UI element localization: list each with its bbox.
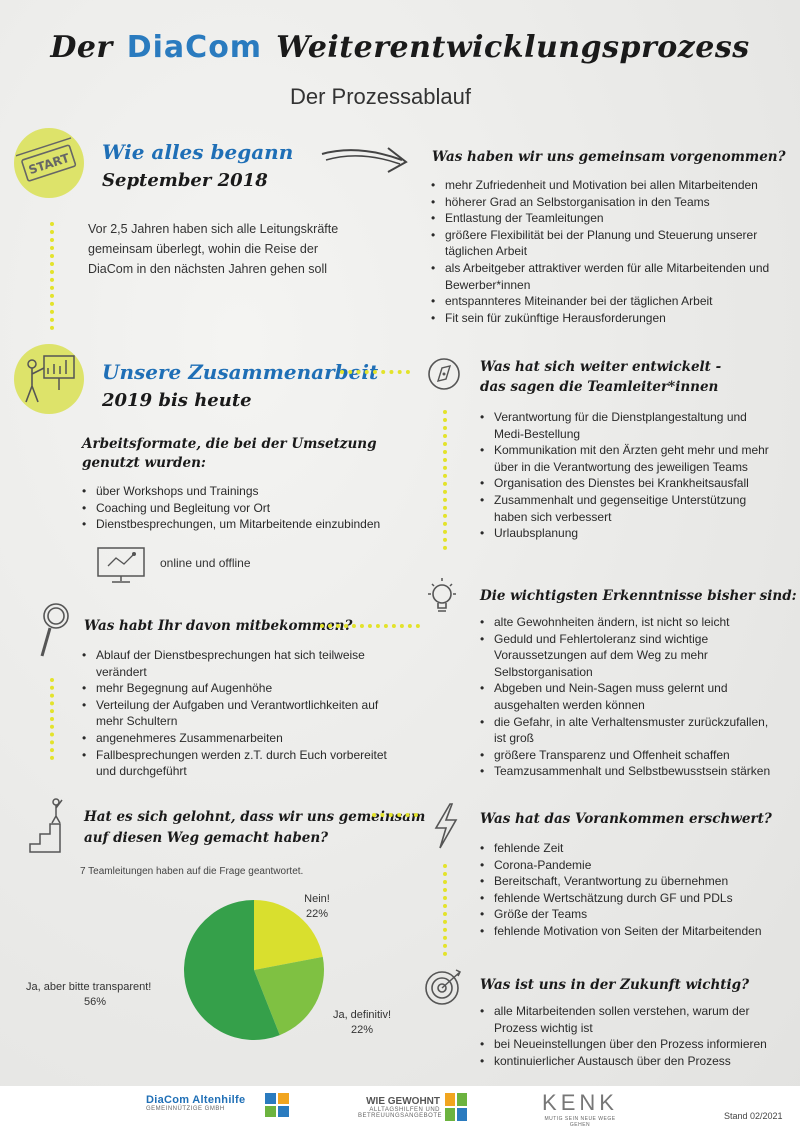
future-heading: Was ist uns in der Zukunft wichtig? xyxy=(480,977,750,993)
online-label: online und offline xyxy=(160,556,251,570)
title-brand: DiaCom xyxy=(126,30,263,65)
list-item: • mehr Zufriedenheit und Motivation bei allen Mitarbeitenden xyxy=(431,177,781,194)
pie-label-transparent-name: Ja, aber bitte transparent! xyxy=(26,981,152,993)
connector-dots xyxy=(340,370,410,374)
pie-label-definitiv-value: 22% xyxy=(350,1024,374,1036)
lightbulb-icon xyxy=(422,574,462,620)
list-item: • Verantwortung für die Dienstplangestaltung und Medi-Bestellung xyxy=(480,409,780,442)
connector-dots xyxy=(372,813,418,817)
list-item: • Verteilung der Aufgaben und Verantwortlichkeiten auf mehr Schultern xyxy=(82,697,392,730)
diacom-logo-icon xyxy=(264,1092,290,1118)
worth-heading-1: Hat es sich gelohnt, dass wir uns gemeinsam xyxy=(84,809,426,825)
list-item: • Fallbesprechungen werden z.T. durch Euch vorbereitet und durchgeführt xyxy=(82,747,392,780)
list-item: • mehr Begegnung auf Augenhöhe xyxy=(82,680,392,697)
stairs-icon xyxy=(26,794,72,856)
list-item: • Dienstbesprechungen, um Mitarbeitende einzubinden xyxy=(82,516,402,533)
future-list xyxy=(480,1003,780,1069)
list-item: • größere Transparenz und Offenheit schaffen xyxy=(480,747,780,764)
list-item: • entspannteres Miteinander bei der täglichen Arbeit xyxy=(431,293,781,310)
list-item: • Kommunikation mit den Ärzten geht mehr und mehr über in die Verantwortung des jeweiligen Teams xyxy=(480,442,780,475)
list-item: • Ablauf der Dienstbesprechungen hat sich teilweise verändert xyxy=(82,647,392,680)
timeline-dots xyxy=(50,678,54,760)
list-item: • Organisation des Dienstes bei Krankheitsausfall xyxy=(480,475,780,492)
page-title xyxy=(0,30,800,65)
list-item: • Corona-Pandemie xyxy=(480,857,780,874)
stand-date: Stand 02/2021 xyxy=(724,1111,783,1121)
logo-kenk-sub: MUTIG SEIN NEUE WEGE GEHEN xyxy=(544,1116,616,1128)
list-item: • die Gefahr, in alte Verhaltensmuster zurückzufallen, ist groß xyxy=(480,714,780,747)
lightning-icon xyxy=(428,800,462,852)
developed-list xyxy=(480,409,780,542)
logo-diacom-name: DiaCom Altenhilfe xyxy=(146,1094,246,1106)
developed-heading-2: das sagen die Teamleiter*innen xyxy=(480,379,719,395)
list-item: • höherer Grad an Selbstorganisation in den Teams xyxy=(431,194,781,211)
list-item: • Bereitschaft, Verantwortung zu übernehmen xyxy=(480,873,780,890)
logo-wiegewohnt-sub1: ALLTAGSHILFEN UND xyxy=(369,1107,440,1113)
pie-label-definitiv xyxy=(324,1008,400,1038)
formats-list xyxy=(82,483,402,533)
start-date: September 2018 xyxy=(102,170,268,191)
title-prefix: Der xyxy=(50,30,113,65)
target-icon xyxy=(422,966,466,1010)
start-heading: Wie alles begann xyxy=(102,140,294,164)
pie-label-definitiv-name: Ja, definitiv! xyxy=(332,1009,392,1021)
logo-diacom-sub: GEMEINNÜTZIGE GMBH xyxy=(146,1106,225,1112)
logo-wiegewohnt-sub2: BETREUUNGSANGEBOTE xyxy=(358,1113,443,1119)
list-item: • alle Mitarbeitenden sollen verstehen, warum der Prozess wichtig ist xyxy=(480,1003,780,1036)
timeline-dots xyxy=(50,222,54,330)
compass-icon xyxy=(424,354,464,394)
start-sign-icon xyxy=(16,134,82,194)
formats-heading: Arbeitsformate, die bei der Umsetzung genutzt wurden: xyxy=(82,436,377,471)
worth-heading-2: auf diesen Weg gemacht haben? xyxy=(84,830,329,846)
list-item: • angenehmeres Zusammenarbeiten xyxy=(82,730,392,747)
computer-icon xyxy=(94,544,148,584)
magnifier-icon xyxy=(32,598,76,662)
benefits-heading: Was habt Ihr davon mitbekommen? xyxy=(84,618,353,634)
logo-diacom xyxy=(146,1094,245,1112)
list-item: • über Workshops und Trainings xyxy=(82,483,402,500)
page-subtitle: Der Prozessablauf xyxy=(290,84,471,109)
title-suffix: Weiterentwicklungsprozess xyxy=(276,30,750,65)
list-item: • Coaching und Begleitung vor Ort xyxy=(82,500,402,517)
list-item: • kontinuierlicher Austausch über den Prozess xyxy=(480,1053,780,1070)
list-item: • Zusammenhalt und gegenseitige Unterstützung haben sich verbessert xyxy=(480,492,780,525)
obstacles-heading: Was hat das Vorankommen erschwert? xyxy=(480,811,772,827)
worth-note: 7 Teamleitungen haben auf die Frage geantwortet. xyxy=(80,866,304,877)
goals-list xyxy=(431,177,781,326)
insights-heading: Die wichtigsten Erkenntnisse bisher sind: xyxy=(480,588,797,604)
pie-label-nein xyxy=(297,892,337,922)
pie-label-transparent-value: 56% xyxy=(84,996,107,1008)
logo-kenk-name: KENK xyxy=(542,1090,618,1115)
list-item: • alte Gewohnheiten ändern, ist nicht so leicht xyxy=(480,614,780,631)
list-item: • Urlaubsplanung xyxy=(480,525,780,542)
arrow-icon xyxy=(318,138,414,178)
connector-dots xyxy=(320,624,420,628)
list-item: • als Arbeitgeber attraktiver werden für alle Mitarbeitenden und Bewerber*innen xyxy=(431,260,781,293)
start-text: Vor 2,5 Jahren haben sich alle Leitungskräfte gemeinsam überlegt, wohin die Reise der DiaCom in den nächsten Jahren gehen soll xyxy=(88,222,339,276)
list-item: • fehlende Motivation von Seiten der Mitarbeitenden xyxy=(480,923,780,940)
list-item: • Abgeben und Nein-Sagen muss gelernt und ausgehalten werden können xyxy=(480,680,780,713)
list-item: • Geduld und Fehlertoleranz sind wichtige Voraussetzungen auf dem Weg zu mehr Selbstorganisation xyxy=(480,631,780,681)
list-item: • Fit sein für zukünftige Herausforderungen xyxy=(431,310,781,327)
benefits-list xyxy=(82,647,392,780)
pie-label-nein-name: Nein! xyxy=(304,893,330,905)
list-item: • größere Flexibilität bei der Planung und Steuerung unserer täglichen Arbeit xyxy=(431,227,781,260)
logo-wiegewohnt xyxy=(358,1096,443,1119)
timeline-dots xyxy=(443,410,447,550)
pie-label-transparent xyxy=(26,980,176,1010)
list-item: • fehlende Zeit xyxy=(480,840,780,857)
list-item: • fehlende Wertschätzung durch GF und PDLs xyxy=(480,890,780,907)
list-item: • Entlastung der Teamleitungen xyxy=(431,210,781,227)
timeline-dots xyxy=(443,864,447,956)
list-item: • Größe der Teams xyxy=(480,906,780,923)
logo-kenk xyxy=(538,1090,622,1128)
insights-list xyxy=(480,614,780,780)
svg-text:START: START xyxy=(26,150,72,178)
obstacles-list xyxy=(480,840,780,940)
list-item: • bei Neueinstellungen über den Prozess informieren xyxy=(480,1036,780,1053)
presentation-icon xyxy=(18,350,80,406)
pie-label-nein-value: 22% xyxy=(305,908,329,920)
wiegewohnt-logo-icon xyxy=(444,1092,468,1122)
goals-heading: Was haben wir uns gemeinsam vorgenommen? xyxy=(432,149,786,165)
developed-heading-1: Was hat sich weiter entwickelt - xyxy=(480,359,722,375)
list-item: • Teamzusammenhalt und Selbstbewusstsein stärken xyxy=(480,763,780,780)
logo-wiegewohnt-name: WIE GEWOHNT xyxy=(366,1096,440,1107)
collab-heading: Unsere Zusammenarbeit xyxy=(102,360,379,384)
collab-period: 2019 bis heute xyxy=(102,390,252,411)
